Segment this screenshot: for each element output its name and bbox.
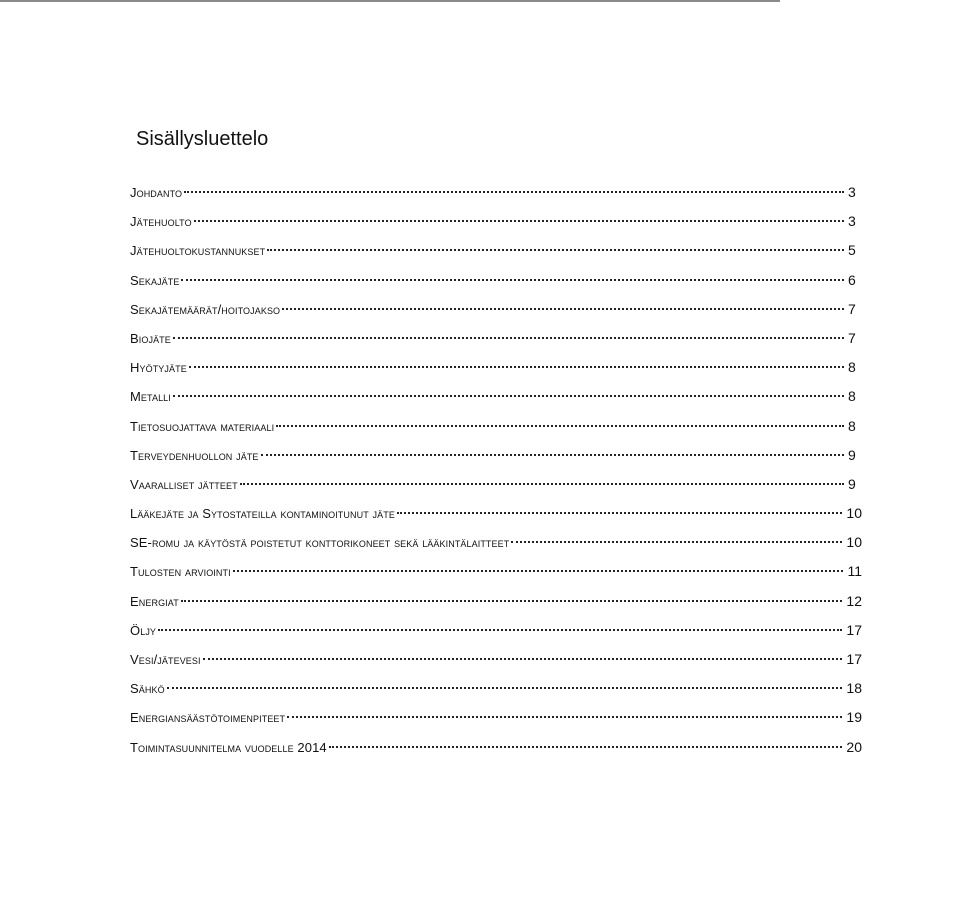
toc-entry-johdanto[interactable] [130, 182, 862, 211]
toc-dot-leader [181, 600, 843, 602]
toc-entry-label: Lääkejäte ja Sytostateilla kontaminoitunut jäte [130, 506, 395, 522]
toc-dot-leader [397, 512, 843, 514]
toc-entry-label: Sähkö [130, 681, 165, 697]
toc-entry-label: Sekajätemäärät/hoitojakso [130, 301, 281, 317]
toc-entry-se-romu[interactable] [130, 532, 862, 561]
toc-page-number: 3 [848, 184, 856, 200]
toc-page-number: 8 [848, 359, 856, 376]
toc-dot-leader [167, 687, 843, 689]
toc-entry-label: Vesi/jätevesi [130, 652, 201, 667]
toc-entry-label: Tietosuojattava materiaali [130, 418, 275, 434]
toc-page-number: 12 [846, 592, 862, 609]
toc-entry-label: Öljy [130, 622, 157, 638]
toc-entry-label: Biojäte [130, 330, 171, 346]
toc-entry-label: Sekajäte [130, 272, 180, 288]
toc-entry-label: Vaaralliset jätteet [130, 476, 238, 492]
toc-entry-oljy[interactable] [130, 620, 862, 649]
toc-page-number: 9 [848, 446, 856, 463]
toc-dot-leader [184, 191, 844, 193]
toc-entry-label: SE-romu ja käytöstä poistetut konttorikoneet sekä lääkintälaitteet [130, 535, 510, 551]
toc-entry-label: Metalli [130, 389, 171, 405]
toc-entry-label: Toimintasuunnitelma vuodelle 2014 [130, 739, 327, 755]
toc-entry-label: Johdanto [130, 185, 183, 200]
toc-dot-leader [287, 716, 842, 718]
toc-entry-label: Hyötyjäte [130, 360, 187, 376]
toc-page-number: 8 [848, 388, 856, 405]
toc-entry-tietosuojattava[interactable] [130, 416, 862, 445]
toc-entry-label: Energiansäästötoimenpiteet [130, 710, 286, 726]
toc-entry-energiansaastotoimenpiteet[interactable] [130, 707, 862, 736]
toc-page-number: 17 [846, 621, 862, 638]
toc-entry-biojate[interactable] [130, 328, 862, 357]
toc-entry-toimintasuunnitelma[interactable] [130, 737, 862, 766]
toc-dot-leader [276, 425, 844, 427]
toc-dot-leader [282, 308, 844, 310]
toc-entry-tulosten-arviointi[interactable] [130, 561, 862, 590]
toc-dot-leader [194, 220, 844, 222]
toc-entry-sahko[interactable] [130, 678, 862, 707]
toc-page-number: 5 [848, 242, 856, 259]
toc-page-number: 11 [847, 563, 862, 580]
toc-dot-leader [158, 629, 842, 631]
toc-entry-jatehuolto[interactable] [130, 211, 862, 240]
toc-page-number: 6 [848, 271, 856, 288]
toc-dot-leader [173, 395, 844, 397]
toc-page-number: 10 [846, 505, 862, 522]
toc-entry-vesi-jatevesi[interactable] [130, 649, 862, 678]
toc-entry-laakejate[interactable] [130, 503, 862, 532]
toc-entry-jatehuoltokustannukset[interactable] [130, 240, 862, 269]
toc-entry-energiat[interactable] [130, 591, 862, 620]
toc-dot-leader [240, 483, 844, 485]
toc-page-number: 9 [848, 475, 856, 492]
toc-list [130, 182, 862, 766]
toc-page-number: 20 [846, 738, 862, 755]
toc-dot-leader [261, 454, 844, 456]
toc-page-number: 18 [846, 680, 862, 697]
toc-page-number: 7 [848, 300, 856, 317]
toc-dot-leader [233, 570, 844, 572]
toc-page-number: 3 [848, 213, 856, 230]
toc-dot-leader [181, 279, 844, 281]
toc-entry-sekajate[interactable] [130, 270, 862, 299]
toc-page-number: 10 [846, 534, 862, 551]
toc-page-number: 17 [846, 651, 862, 667]
toc-entry-label: Energiat [130, 593, 179, 609]
toc-dot-leader [173, 337, 844, 339]
toc-entry-terveydenhuollon-jate[interactable] [130, 445, 862, 474]
toc-entry-hyotyjate[interactable] [130, 357, 862, 386]
toc-entry-label: Terveydenhuollon jäte [130, 447, 259, 463]
toc-entry-sekajatemaarat[interactable] [130, 299, 862, 328]
top-rule [0, 0, 780, 2]
toc-entry-label: Tulosten arviointi [130, 564, 231, 580]
toc-dot-leader [267, 249, 844, 251]
toc-dot-leader [511, 541, 842, 543]
toc-entry-label: Jätehuolto [130, 214, 192, 230]
toc-dot-leader [329, 746, 843, 748]
toc-dot-leader [189, 366, 844, 368]
toc-page-number: 19 [846, 709, 862, 726]
toc-entry-metalli[interactable] [130, 386, 862, 415]
toc-entry-label: Jätehuoltokustannukset [130, 243, 266, 259]
toc-entry-vaaralliset-jatteet[interactable] [130, 474, 862, 503]
toc-title: Sisällysluettelo [136, 128, 269, 150]
toc-page-number: 7 [848, 329, 856, 346]
toc-page-number: 8 [848, 417, 856, 434]
toc-dot-leader [203, 658, 843, 660]
